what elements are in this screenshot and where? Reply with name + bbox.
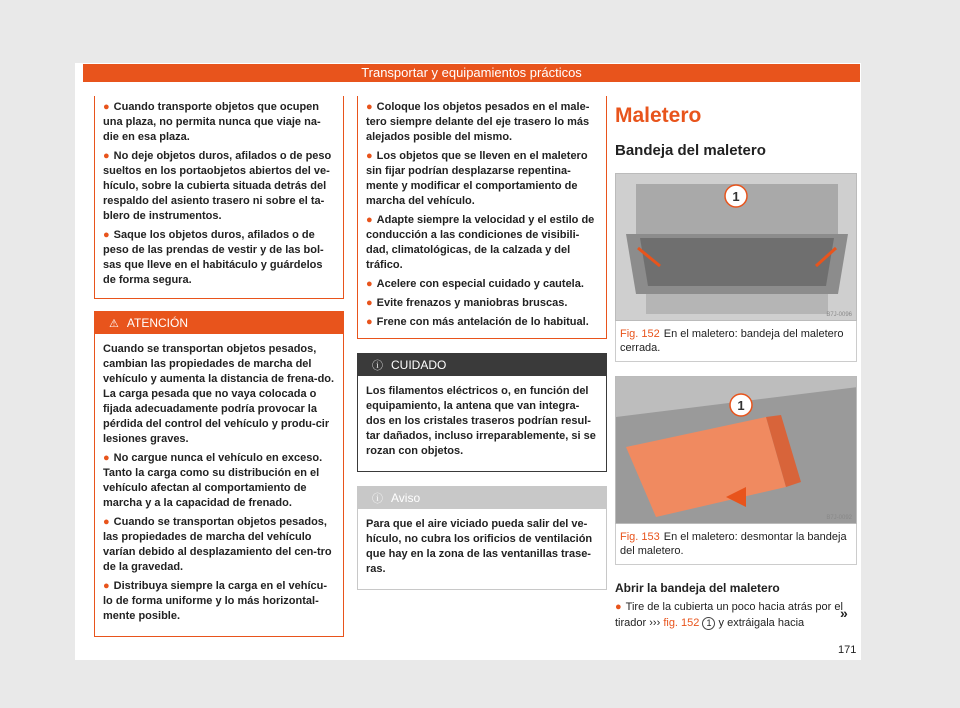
list-item: ● Coloque los objetos pesados en el male-tero siempre delante del eje trasero lo más alejados posible del mismo.	[366, 101, 590, 143]
chapter-header: Transportar y equipamientos prácticos	[83, 64, 860, 82]
figure-152-image	[615, 173, 857, 321]
figure-152-caption: Fig. 152 En el maletero: bandeja del maletero cerrada.	[615, 321, 857, 362]
list-item: ● Evite frenazos y maniobras bruscas.	[366, 297, 568, 309]
section-title: Maletero	[615, 104, 702, 127]
list-item: ● Frene con más antelación de lo habitual.	[366, 316, 589, 328]
warning-header: ⚠ ATENCIÓN	[95, 312, 343, 334]
figure-marker: 1	[732, 189, 740, 204]
figure-code: B7J-0096	[826, 312, 852, 318]
continue-icon: »	[840, 605, 848, 621]
bullet-list	[94, 96, 344, 299]
note-box	[357, 486, 607, 590]
list-item: ● Distribuya siempre la carga en el vehícu-lo de forma uniforme y lo más horizontal-mente posible.	[103, 580, 328, 622]
column-3	[615, 100, 865, 631]
list-item: ● Adapte siempre la velocidad y el estilo de conducción a las condiciones de visibili-dad, climatológicas, de la calzada y del tráfico.	[366, 214, 595, 271]
figure-marker: 1	[737, 398, 745, 413]
list-item: ● No deje objetos duros, afilados o de peso sueltos en los portaobjetos abiertos del ve-hículo, sobre la cubierta situada detrás del respaldo del asiento trasero ni sobre el ta-blero de instrumentos.	[103, 150, 332, 222]
column-2	[357, 96, 607, 590]
list-item: ● Cuando se transportan objetos pesados, las propiedades de marcha del vehículo varían debido al desplazamiento del cen-tro de la gravedad.	[103, 516, 332, 573]
trunk-cover-removal-illustration	[616, 377, 857, 524]
trunk-cover-illustration	[616, 174, 857, 321]
figure-153-caption: Fig. 153 En el maletero: desmontar la bandeja del maletero.	[615, 524, 857, 565]
section-subtitle: Bandeja del maletero	[615, 142, 766, 159]
list-item: ● No cargue nunca el vehículo en exceso. Tanto la carga como su distribución en el vehículo afectan al comportamiento de marcha y a la capacidad de frenado.	[103, 452, 323, 509]
list-item: ● Los objetos que se lleven en el maletero sin fijar podrían desplazarse repentina-mente y modificar el comportamiento de marcha del vehículo.	[366, 150, 588, 207]
list-item: ● Acelere con especial cuidado y cautela.	[366, 278, 584, 290]
warning-box	[94, 311, 344, 637]
page-number: 171	[838, 644, 857, 656]
figure-153-image	[615, 376, 857, 524]
caution-box	[357, 353, 607, 472]
warning-intro: Cuando se transportan objetos pesados, cambian las propiedades de marcha del vehículo y aumenta la distancia de frena-do. La carga pesada que no vaya colocada o fijada adecuadamente podría provocar la pérdida del control del vehículo y produ-cir lesiones graves.	[103, 343, 335, 445]
info-square-icon: ⓘ	[372, 493, 383, 505]
warning-triangle-icon: ⚠	[109, 318, 119, 330]
column-1	[94, 96, 344, 637]
procedure-heading: Abrir la bandeja del maletero	[615, 581, 780, 595]
caution-header: ⓘ CUIDADO	[358, 354, 606, 376]
bullet-list	[357, 96, 607, 339]
figure-link[interactable]: fig. 152	[663, 617, 700, 629]
caution-text: Los filamentos eléctricos o, en función del equipamiento, la antena que van integra-dos en los cristales traseros podrían resul-tar dañados, incluso irreparablemente, si se rozan con objetos.	[366, 385, 596, 457]
list-item: ● Cuando transporte objetos que ocupen una plaza, no permita nunca que viaje na-die en esa plaza.	[103, 101, 321, 143]
note-header: ⓘ Aviso	[358, 487, 606, 509]
list-item: ● Saque los objetos duros, afilados o de peso de las prendas de vestir y de las bol-sas que lleve en el habitáculo y guárdelos de forma segura.	[103, 229, 324, 286]
figure-code: B7J-0092	[826, 515, 852, 521]
step-marker: 1	[702, 617, 715, 630]
info-circle-icon: ⓘ	[372, 360, 383, 372]
note-text: Para que el aire viciado pueda salir del ve-hículo, no cubra los orificios de ventilación que hay en la zona de las ventanillas trase-ras.	[366, 518, 593, 575]
procedure-step: ● Tire de la cubierta un poco hacia atrás por el tirador ››› fig. 152 1 y extráigala hacia	[615, 601, 843, 629]
